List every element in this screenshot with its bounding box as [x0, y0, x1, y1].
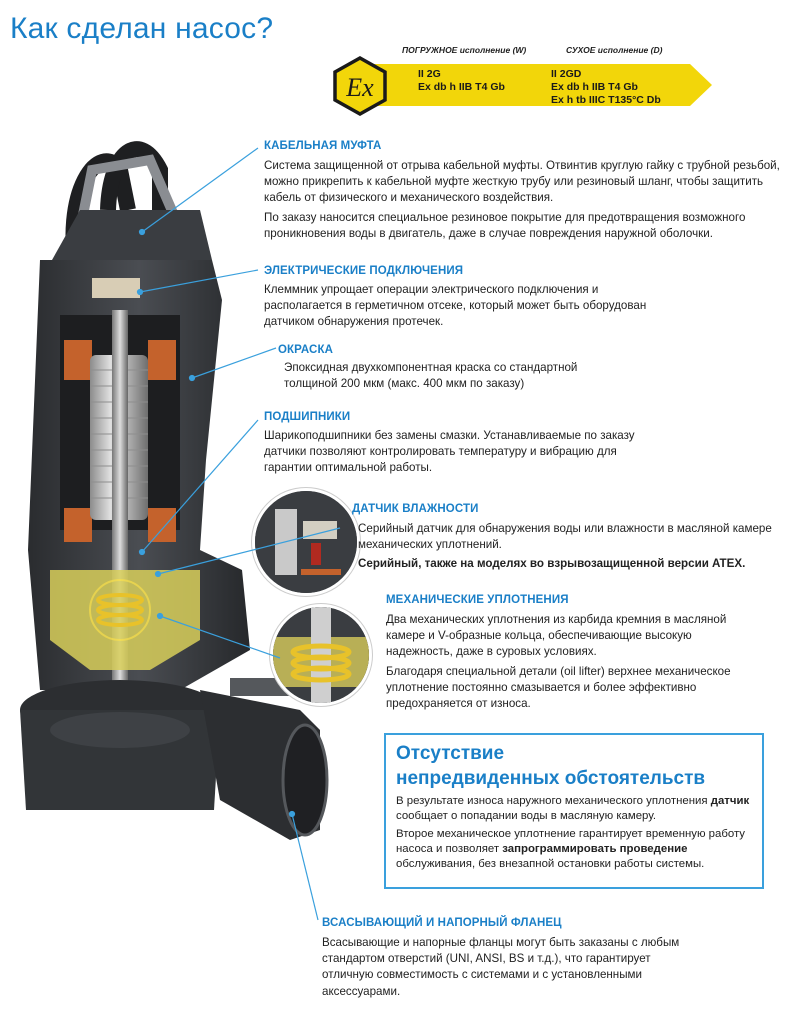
impeller [50, 712, 190, 748]
discharge-flange [283, 725, 327, 835]
electrical-title: ЭЛЕКТРИЧЕСКИЕ ПОДКЛЮЧЕНИЯ [264, 265, 464, 277]
cable-gland-text [264, 158, 799, 245]
bearings-text [264, 428, 644, 480]
no-surprises-title-line2: непредвиденных обстоятельств [396, 768, 706, 789]
cable-gland-p1: Система защищенной от отрыва кабельной муфты. Отвинтив круглую гайку с трубной резьбой, можно прикрепить к кабельной муфте жесткую трубу или резиновый шланг, чтобы защитить кабель от физического и механического воздействия. [264, 159, 780, 205]
atex-w-column [418, 68, 505, 94]
moisture-sensor-title: ДАТЧИК ВЛАЖНОСТИ [352, 503, 479, 515]
moisture-sensor-inset [252, 488, 360, 596]
flange-text [322, 935, 682, 1003]
paint-title: ОКРАСКА [278, 344, 333, 356]
cable-gland-p2: По заказу наносится специальное резиновое покрытие для предотвращения возможного проникновения воды в двигатель, даже в случае повреждения наружной оболочки. [264, 210, 746, 240]
mechanical-seal-inset [270, 604, 372, 706]
page-title: Как сделан насос? [10, 12, 274, 45]
atex-w-line: II 2G [418, 68, 441, 80]
winding-bottom-left [64, 508, 92, 542]
no-surprises-p1: В результате износа наружного механического уплотнения датчик сообщает о попадании воды в масляную камеру. [396, 795, 750, 822]
moisture-sensor-text [358, 521, 778, 576]
atex-d-line: Ex h tb IIIC T135°C Db [551, 94, 661, 106]
top-cover [52, 210, 212, 260]
terminal-block [92, 278, 140, 298]
electrical-p1: Клеммник упрощает операции электрического подключения и располагается в герметичном отсеке, который может быть оборудован датчиком обнаружения протечек. [264, 283, 647, 329]
bearings-p1: Шарикоподшипники без замены смазки. Устанавливаемые по заказу датчики позволяют контролировать температуру и вибрацию для гарантии оптимальной работы. [264, 429, 635, 475]
no-surprises-box [384, 733, 764, 889]
mechanical-seals-p2: Благодаря специальной детали (oil lifter) верхнее механическое уплотнение постоянно смазывается и более эффективно предохраняется от износа. [386, 664, 731, 711]
atex-d-line: Ex db h IIB T4 Gb [551, 81, 638, 93]
mechanical-seals-text [386, 612, 741, 715]
atex-w-line: Ex db h IIB T4 Gb [418, 81, 505, 93]
atex-w-header: ПОГРУЖНОЕ исполнение (W) [402, 45, 527, 55]
mechanical-seals-p1: Два механических уплотнения из карбида кремния в масляной камере и V-образные кольца, обеспечивающие высокую надежность, даже в суровых условиях. [386, 613, 727, 659]
cable-gland-title: КАБЕЛЬНАЯ МУФТА [264, 140, 382, 152]
winding-bottom-right [148, 508, 176, 542]
flange-p1: Всасывающие и напорные фланцы могут быть заказаны с любым стандартом отверстий (UNI, ANSI, BS и т.д.), что гарантирует отличную совместимость с системами и с установленными аксессуарами. [322, 936, 680, 998]
moisture-sensor-p1: Серийный датчик для обнаружения воды или влажности в масляной камере механических уплотнений. [358, 522, 772, 552]
bearings-title: ПОДШИПНИКИ [264, 411, 351, 423]
svg-text:Ex: Ex [346, 73, 374, 102]
atex-d-header: СУХОЕ исполнение (D) [566, 45, 663, 55]
atex-d-line: II 2GD [551, 68, 582, 80]
atex-d-column [551, 68, 661, 107]
paint-p1: Эпоксидная двухкомпонентная краска со стандартной толщиной 200 мкм (макс. 400 мкм по заказу) [284, 361, 578, 391]
ex-hexagon-icon [330, 56, 390, 116]
flange-title: ВСАСЫВАЮЩИЙ И НАПОРНЫЙ ФЛАНЕЦ [322, 917, 562, 929]
moisture-sensor-p2: Серийный, также на моделях во взрывозащищенной версии ATEX. [358, 557, 746, 571]
no-surprises-title-line1: Отсутствие [396, 743, 505, 764]
winding-top-left [64, 340, 92, 380]
winding-top-right [148, 340, 176, 380]
no-surprises-text [396, 794, 752, 872]
no-surprises-p2: Второе механическое уплотнение гарантирует временную работу насоса и позволяет запрограммировать проведение обслуживания, без внезапной остановки работы системы. [396, 828, 745, 870]
paint-text [284, 360, 629, 395]
mechanical-seals-title: МЕХАНИЧЕСКИЕ УПЛОТНЕНИЯ [386, 594, 569, 606]
electrical-text [264, 282, 649, 334]
